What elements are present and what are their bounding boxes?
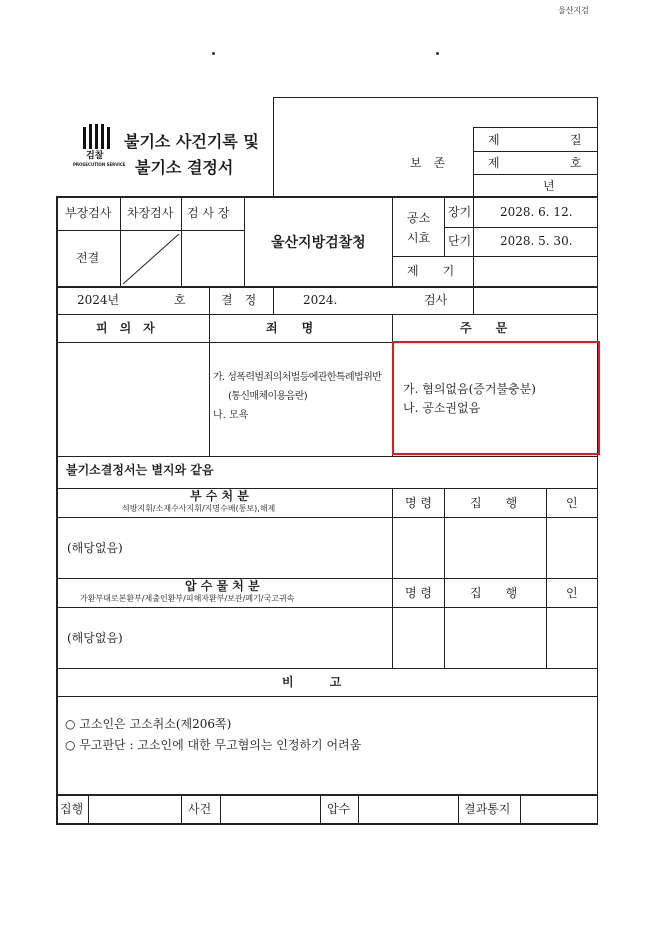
disposition-subtitle: 석방지휘/소재수사지휘/지명수배(통보),해제 <box>122 504 276 513</box>
limitation-short-label: 단기 <box>448 234 472 248</box>
decision-note: 불기소결정서는 별지와 같음 <box>66 463 214 477</box>
preservation-volume-suffix: 질 <box>570 133 582 147</box>
seized-title: 압 수 물 처 분 <box>185 579 260 593</box>
prosecution-logo-icon <box>82 124 114 150</box>
disposition-value: (해당없음) <box>67 541 123 555</box>
approval-head-deputy-chief: 부장검사 <box>65 206 112 220</box>
column-suspect: 피 의 자 <box>96 321 155 335</box>
approval-head-vice-chief: 차장검사 <box>127 206 174 220</box>
decision-year: 2024. <box>303 293 338 307</box>
preservation-label: 보 존 <box>410 156 446 170</box>
preservation-year: 년 <box>543 179 555 193</box>
office-name: 울산지방검찰청 <box>271 235 366 251</box>
approval-head-chief: 검 사 장 <box>187 206 230 220</box>
final-approval-label: 전결 <box>76 251 100 265</box>
preservation-number-prefix: 제 <box>488 156 500 170</box>
charge-item-1: 가. 성폭력범죄의처벌등에관한특례법위반 <box>213 372 382 383</box>
case-year: 2024년 <box>77 293 120 307</box>
corner-stamp: 울산지검 <box>558 6 589 15</box>
preservation-volume-prefix: 제 <box>488 133 500 147</box>
logo-subtext: PROSECUTION SERVICE <box>73 162 126 167</box>
order-item-2: 나. 공소권없음 <box>403 401 481 415</box>
disposition-person-label: 인 <box>566 496 578 510</box>
disposition-title: 부 수 처 분 <box>190 489 249 503</box>
limitation-long-value: 2028. 6. 12. <box>500 205 573 219</box>
preservation-number-suffix: 호 <box>570 156 582 170</box>
logo-text: 검찰 <box>86 151 104 161</box>
disposition-execute-label: 집 행 <box>470 496 518 510</box>
filing-label: 제 기 <box>407 264 455 278</box>
final-approval-slash <box>121 231 181 286</box>
remarks-title: 비 고 <box>282 675 342 689</box>
footer-result-notice: 결과통지 <box>464 802 511 816</box>
scan-dot <box>436 52 439 55</box>
footer-seizure: 압수 <box>327 802 351 816</box>
seized-person-label: 인 <box>566 586 578 600</box>
charge-item-2: 나. 모욕 <box>213 410 249 421</box>
footer-case: 사건 <box>188 802 212 816</box>
seized-value: (해당없음) <box>67 631 123 645</box>
seized-order-label: 명 령 <box>405 586 432 600</box>
order-highlight-box <box>392 341 600 455</box>
form-title-line1: 불기소 사건기록 및 <box>124 132 259 151</box>
seized-subtitle: 가환부대로본환부/제출인환부/피해자환부/보관/폐기/국고귀속 <box>80 594 295 603</box>
remarks-line-1: ○ 고소인은 고소취소(제206쪽) <box>65 717 232 731</box>
limitation-short-value: 2028. 5. 30. <box>500 234 573 248</box>
order-item-1: 가. 혐의없음(증거불충분) <box>403 382 536 396</box>
charge-item-1-detail: (통신매체이용음란) <box>228 391 308 402</box>
limitation-label-2: 시효 <box>407 231 431 245</box>
remarks-line-2: ○ 무고판단 : 고소인에 대한 무고혐의는 인정하기 어려움 <box>65 738 362 752</box>
prosecutor-label: 검사 <box>424 293 448 307</box>
seized-execute-label: 집 행 <box>470 586 518 600</box>
column-order: 주 문 <box>460 321 508 335</box>
footer-execution: 집행 <box>60 802 84 816</box>
column-charge: 죄 명 <box>266 321 314 335</box>
limitation-long-label: 장기 <box>448 205 472 219</box>
limitation-label-1: 공소 <box>407 211 431 225</box>
case-number-label: 호 <box>174 293 186 307</box>
scan-dot <box>212 52 215 55</box>
form-title-line2: 불기소 결정서 <box>135 158 234 177</box>
decision-label: 결 정 <box>221 293 257 307</box>
disposition-order-label: 명 령 <box>405 496 432 510</box>
